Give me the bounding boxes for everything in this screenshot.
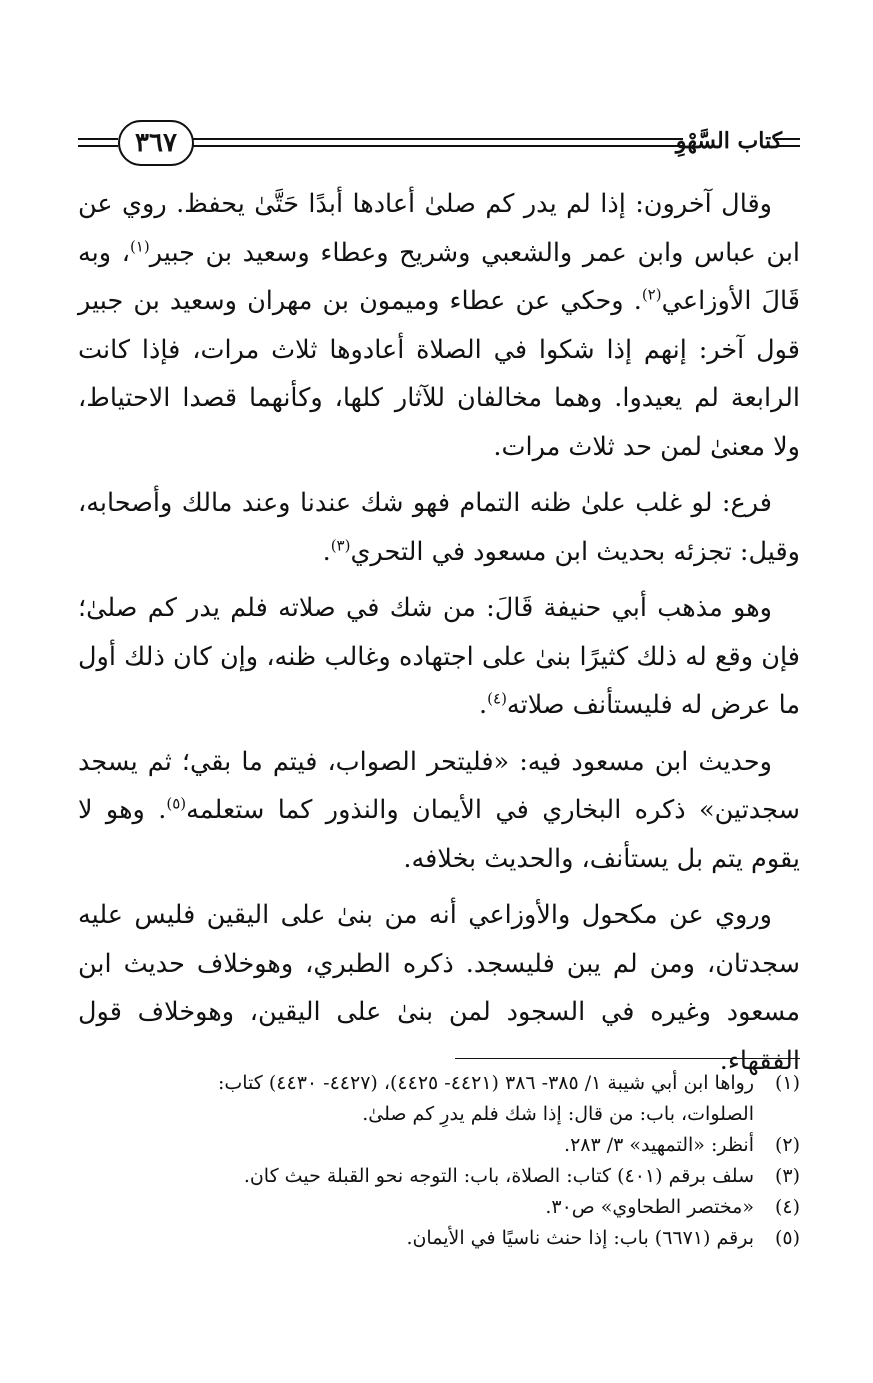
page-number-badge bbox=[118, 120, 194, 166]
footnotes bbox=[78, 1068, 800, 1254]
paragraph-text: ، وبه قَالَ الأوزاعي bbox=[78, 237, 800, 316]
footnote-text: سلف برقم (٤٠١) كتاب: الصلاة، باب: التوجه نحو القبلة حيث كان. bbox=[243, 1165, 754, 1187]
footnote-number: (٤) bbox=[774, 1196, 800, 1218]
footnote-text: أنظر: «التمهيد» ٣/ ٢٨٣. bbox=[564, 1134, 754, 1156]
footnote bbox=[78, 1068, 800, 1099]
paragraph-text: وهو مذهب أبي حنيفة قَالَ: من شك في صلاته فلم يدر كم صلىٰ؛ فإن وقع له ذلك كثيرًا بنىٰ على اجتهاده وغالب ظنه، وإن كان ذلك أول ما عرض له فليستأنف صلاته bbox=[78, 593, 800, 720]
paragraph bbox=[78, 891, 800, 1085]
footnote-ref: (٥) bbox=[166, 794, 187, 813]
paragraph-text: . وحكي عن عطاء وميمون بن مهران وسعيد بن جبير قول آخر: إنهم إذا شكوا في الصلاة أعادوها ثلاث مرات، فإذا كانت الرابعة لم يعيدوا. وهما مخالفان للآثار كلها، وكأنهما قصدا الاحتياط، ولا معنىٰ لمن حد ثلاث مرات. bbox=[78, 286, 800, 462]
footnote-ref: (٢) bbox=[641, 285, 662, 304]
paragraph bbox=[78, 479, 800, 576]
paragraph-text: وروي عن مكحول والأوزاعي أنه من بنىٰ على اليقين فليس عليه سجدتان، ومن لم يبن فليسجد. ذكره الطبري، وهوخلاف حديث ابن مسعود وغيره في السجود لمن بنىٰ على اليقين، وهوخلاف قول الفقهاء. bbox=[78, 900, 800, 1076]
footnote-text: رواها ابن أبي شيبة ١/ ٣٨٥- ٣٨٦ (٤٤٢١- ٤٤٢٥)، (٤٤٢٧- ٤٤٣٠) كتاب: bbox=[217, 1072, 754, 1094]
paragraph-text: . bbox=[322, 536, 331, 567]
footnote-continuation: الصلوات، باب: من قال: إذا شك فلم يدرِ كم صلىٰ. bbox=[362, 1103, 754, 1125]
paragraph bbox=[78, 738, 800, 884]
paragraph-text: . bbox=[479, 690, 488, 720]
footnote-text: برقم (٦٦٧١) باب: إذا حنث ناسيًا في الأيمان. bbox=[406, 1227, 754, 1249]
page-header bbox=[78, 112, 800, 174]
main-text bbox=[78, 180, 800, 1093]
paragraph-text: فرع: لو غلب علىٰ ظنه التمام فهو شك عندنا وعند مالك وأصحابه، وقيل: تجزئه بحديث ابن مسعود في التحري bbox=[78, 488, 800, 567]
paragraph-text: وحديث ابن مسعود فيه: «فليتحر الصواب، فيتم ما بقي؛ ثم يسجد سجدتين» ذكره البخاري في الأيمان والنذور كما ستعلمه bbox=[78, 746, 800, 825]
footnote-text: «مختصر الطحاوي» ص٣٠. bbox=[545, 1196, 754, 1218]
footnote bbox=[78, 1130, 800, 1161]
paragraph bbox=[78, 180, 800, 471]
footnote-number: (٥) bbox=[774, 1227, 800, 1249]
footnote-ref: (٣) bbox=[330, 536, 351, 554]
header-rule bbox=[191, 145, 683, 147]
footnote bbox=[78, 1223, 800, 1254]
page-number: ٣٦٧ bbox=[135, 128, 177, 158]
header-rule bbox=[191, 138, 683, 140]
header-rule bbox=[78, 138, 118, 140]
running-title: كتاب السَّهْوِ bbox=[675, 128, 783, 154]
paragraph bbox=[78, 584, 800, 730]
footnote-number: (٢) bbox=[774, 1134, 800, 1156]
header-rule bbox=[78, 145, 118, 147]
paragraph-text: . وهو لا يقوم يتم بل يستأنف، والحديث بخلافه. bbox=[78, 795, 800, 874]
paragraph-text: وقال آخرون: إذا لم يدر كم صلىٰ أعادها أبدًا حَتَّىٰ يحفظ. روي عن ابن عباس وابن عمر والشعبي وشريح وعطاء وسعيد بن جبير bbox=[78, 189, 801, 268]
footnote-ref: (٤) bbox=[487, 689, 507, 708]
footnote-separator bbox=[455, 1058, 800, 1059]
footnote-number: (٣) bbox=[774, 1165, 800, 1187]
footnote-ref: (١) bbox=[129, 237, 150, 255]
footnote-number: (١) bbox=[774, 1072, 800, 1094]
footnote bbox=[78, 1161, 800, 1192]
footnote bbox=[78, 1192, 800, 1223]
